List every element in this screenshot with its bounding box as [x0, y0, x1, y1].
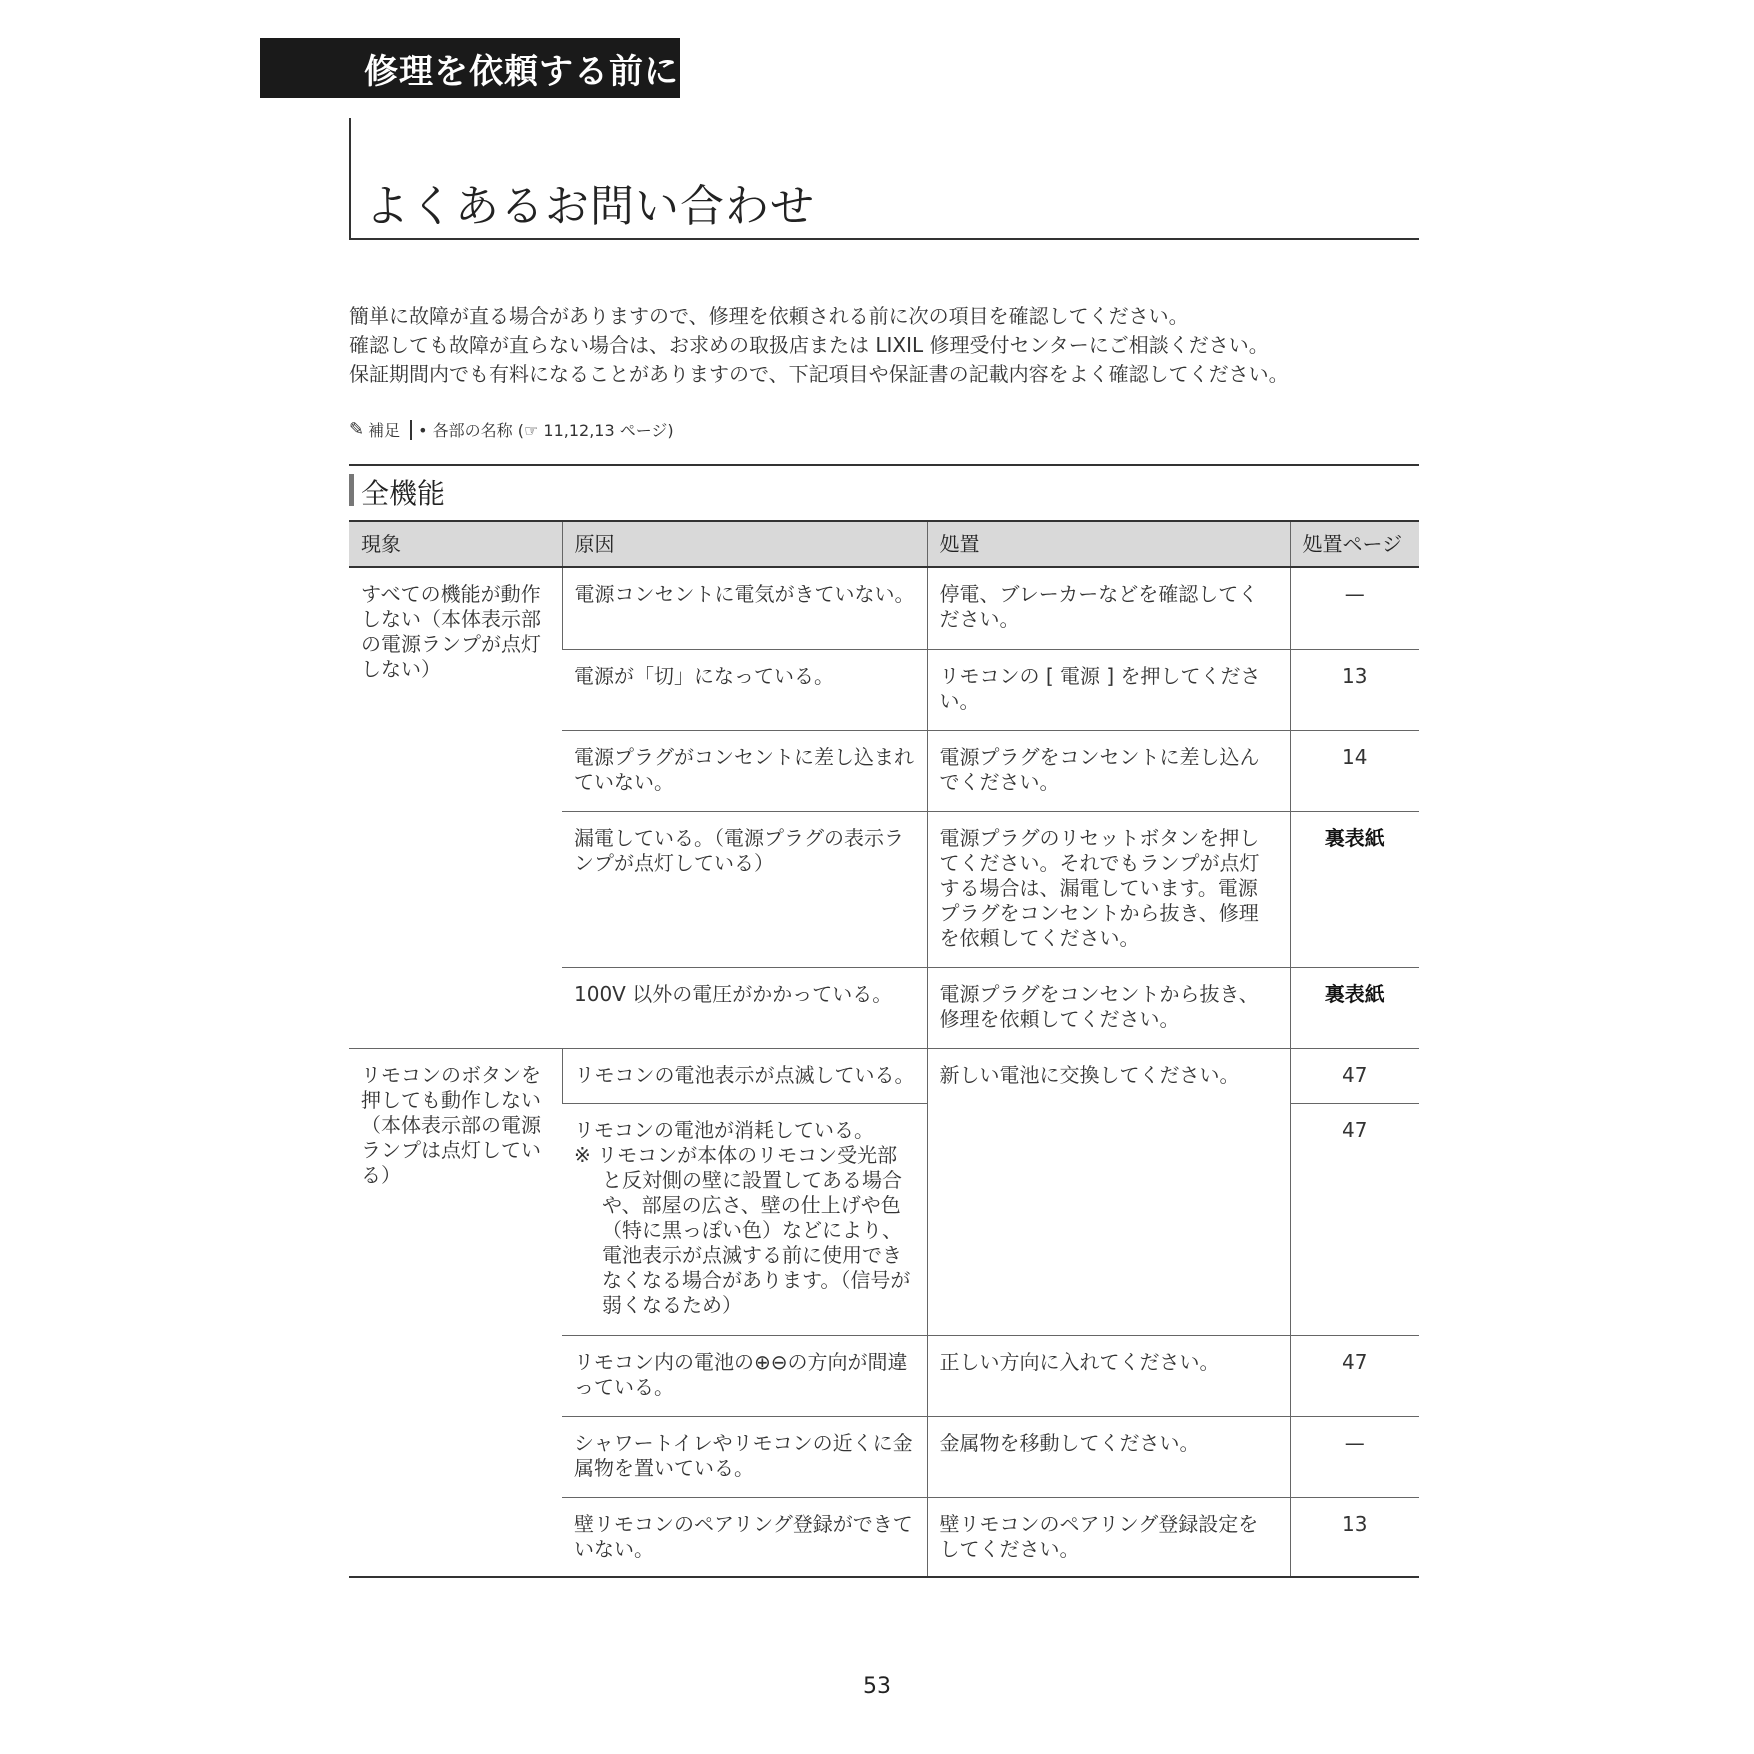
- cause-text: リモコンの電池が消耗している。: [574, 1117, 874, 1142]
- page-cell: 裏表紙: [1290, 811, 1419, 967]
- page-cell: 47: [1290, 1335, 1419, 1416]
- cause-cell: シャワートイレやリモコンの近くに金属物を置いている。: [562, 1416, 927, 1497]
- cause-cell: リモコンの電池表示が点滅している。: [562, 1048, 927, 1103]
- remedy-cell: リモコンの [ 電源 ] を押してください。: [927, 649, 1290, 730]
- table-header-row: [349, 521, 1419, 567]
- intro-line: 確認しても故障が直らない場合は、お求めの取扱店または LIXIL 修理受付センターにご相談ください。: [349, 333, 1269, 357]
- supplement-note: [349, 418, 674, 441]
- page-cell: 47: [1290, 1103, 1419, 1335]
- page-cell: —: [1290, 1416, 1419, 1497]
- note-divider: [410, 420, 412, 440]
- faq-table: [349, 520, 1419, 1578]
- intro-line: 保証期間内でも有料になることがありますので、下記項目や保証書の記載内容をよく確認してください。: [349, 362, 1289, 386]
- page-cell: 14: [1290, 730, 1419, 811]
- cause-note: ※ リモコンが本体のリモコン受光部と反対側の壁に設置してある場合や、部屋の広さ、壁の仕上げや色（特に黒っぽい色）などにより、電池表示が点滅する前に使用できなくなる場合があります。（信号が弱くなるため）: [574, 1142, 911, 1317]
- intro-paragraph: [349, 302, 1429, 389]
- cause-cell: 100V 以外の電圧がかかっている。: [562, 967, 927, 1048]
- symptom-cell: リモコンのボタンを押しても動作しない（本体表示部の電源ランプは点灯している）: [349, 1048, 562, 1577]
- cause-cell: 壁リモコンのペアリング登録ができていない。: [562, 1497, 927, 1577]
- page-title: よくあるお問い合わせ: [365, 181, 815, 232]
- page-cell: 47: [1290, 1048, 1419, 1103]
- symptom-cell: すべての機能が動作しない（本体表示部の電源ランプが点灯しない）: [349, 567, 562, 1048]
- table-row: [349, 567, 1419, 649]
- remedy-cell: 電源プラグのリセットボタンを押してください。それでもランプが点灯する場合は、漏電しています。電源プラグをコンセントから抜き、修理を依頼してください。: [927, 811, 1290, 967]
- pencil-icon: ✎: [349, 419, 365, 440]
- remedy-cell: 正しい方向に入れてください。: [927, 1335, 1290, 1416]
- remedy-cell: 金属物を移動してください。: [927, 1416, 1290, 1497]
- remedy-cell: 電源プラグをコンセントに差し込んでください。: [927, 730, 1290, 811]
- header-symptom: 現象: [349, 521, 562, 567]
- chapter-banner: 修理を依頼する前に: [260, 38, 680, 98]
- cause-cell: 電源が「切」になっている。: [562, 649, 927, 730]
- note-text: • 各部の名称 (☞ 11,12,13 ページ): [418, 421, 674, 440]
- page-cell: 裏表紙: [1290, 967, 1419, 1048]
- section-heading: [349, 464, 1419, 508]
- table-row: [349, 1048, 1419, 1103]
- remedy-cell: 停電、ブレーカーなどを確認してください。: [927, 567, 1290, 649]
- cause-cell: [562, 1103, 927, 1335]
- remedy-cell: 壁リモコンのペアリング登録設定をしてください。: [927, 1497, 1290, 1577]
- cause-cell: 漏電している。（電源プラグの表示ランプが点灯している）: [562, 811, 927, 967]
- header-page: 処置ページ: [1290, 521, 1419, 567]
- remedy-cell: 電源プラグをコンセントから抜き、修理を依頼してください。: [927, 967, 1290, 1048]
- header-cause: 原因: [562, 521, 927, 567]
- cause-cell: リモコン内の電池の⊕⊖の方向が間違っている。: [562, 1335, 927, 1416]
- remedy-cell: 新しい電池に交換してください。: [927, 1048, 1290, 1335]
- title-frame: [349, 118, 1419, 240]
- page-cell: 13: [1290, 649, 1419, 730]
- section-marker: [349, 474, 354, 506]
- header-remedy: 処置: [927, 521, 1290, 567]
- page-number: 53: [863, 1674, 891, 1699]
- intro-line: 簡単に故障が直る場合がありますので、修理を依頼される前に次の項目を確認してください。: [349, 304, 1189, 328]
- page-cell: 13: [1290, 1497, 1419, 1577]
- cause-cell: 電源コンセントに電気がきていない。: [562, 567, 927, 649]
- note-label: 補足: [368, 421, 401, 440]
- page-cell: —: [1290, 567, 1419, 649]
- section-title: 全機能: [361, 477, 446, 510]
- cause-cell: 電源プラグがコンセントに差し込まれていない。: [562, 730, 927, 811]
